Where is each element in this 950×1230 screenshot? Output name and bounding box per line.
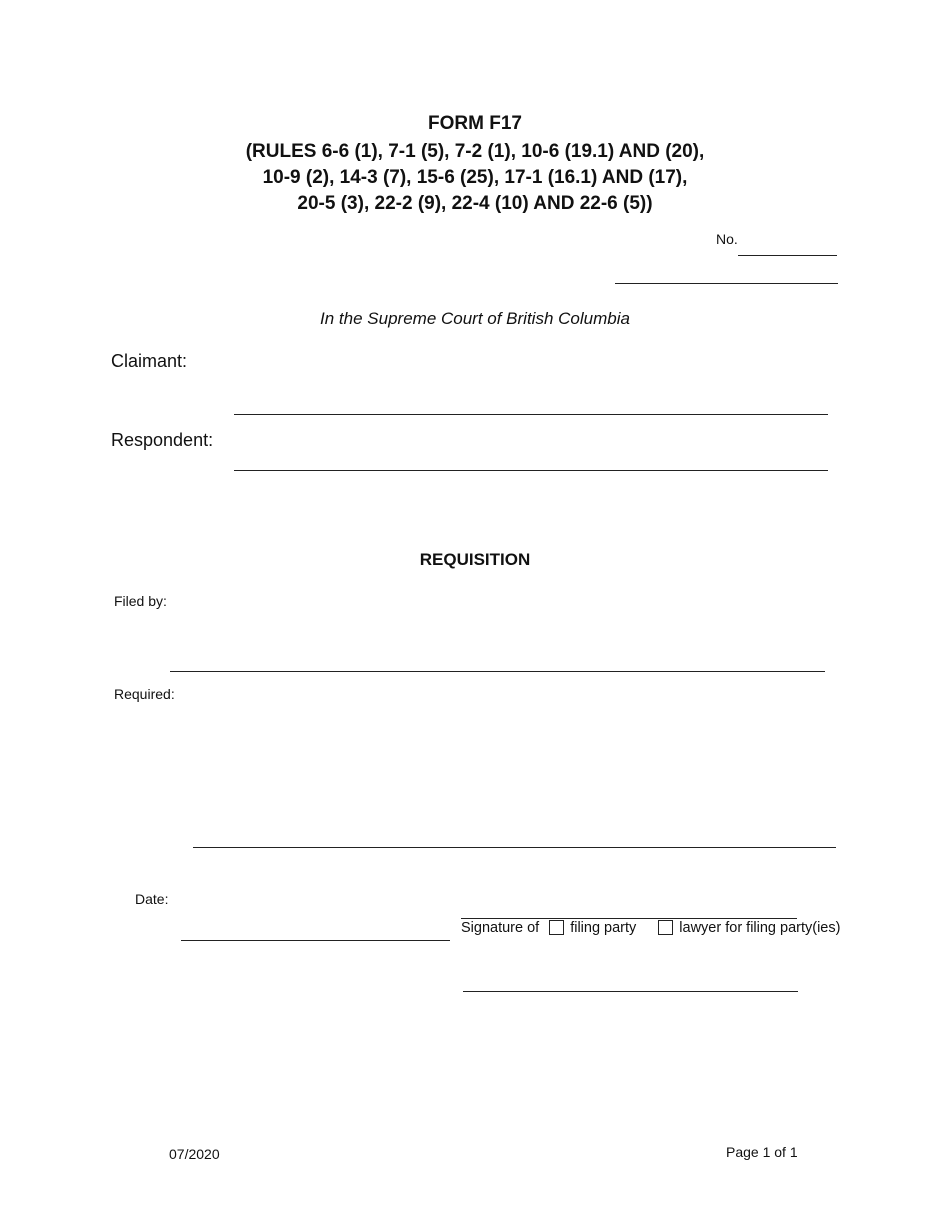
date-label: Date: xyxy=(135,891,169,907)
respondent-field[interactable] xyxy=(234,470,828,471)
document-title: REQUISITION xyxy=(419,550,531,569)
filing-party-option-label: filing party xyxy=(570,920,637,936)
required-label: Required: xyxy=(114,686,175,702)
revision-date: 07/2020 xyxy=(169,1146,220,1162)
lawyer-checkbox[interactable] xyxy=(658,920,673,935)
lawyer-option-label: lawyer for filing party(ies) xyxy=(679,920,841,936)
signatory-name-field[interactable] xyxy=(463,991,798,992)
signature-line[interactable] xyxy=(461,918,797,919)
signature-caption xyxy=(461,920,840,936)
filed-by-label: Filed by: xyxy=(114,593,167,609)
date-field[interactable] xyxy=(181,940,450,941)
claimant-field[interactable] xyxy=(234,414,828,415)
rules-line-2: 10-9 (2), 14-3 (7), 15-6 (25), 17-1 (16.1) AND (17), xyxy=(262,167,688,188)
form-title: FORM F17 xyxy=(428,113,522,134)
respondent-label: Respondent: xyxy=(111,430,214,450)
signature-prefix: Signature of xyxy=(461,920,540,936)
court-name: In the Supreme Court of British Columbia xyxy=(320,309,630,328)
registry-field[interactable] xyxy=(615,283,838,284)
rules-line-3: 20-5 (3), 22-2 (9), 22-4 (10) AND 22-6 (5)) xyxy=(297,193,653,214)
rules-line-1: (RULES 6-6 (1), 7-1 (5), 7-2 (1), 10-6 (19.1) AND (20), xyxy=(245,141,705,162)
file-number-label: No. xyxy=(716,231,738,247)
claimant-label: Claimant: xyxy=(111,351,188,371)
filing-party-checkbox[interactable] xyxy=(549,920,564,935)
file-number-field[interactable] xyxy=(738,255,837,256)
filed-by-field[interactable] xyxy=(170,671,825,672)
page-number: Page 1 of 1 xyxy=(726,1144,798,1160)
required-field[interactable] xyxy=(193,847,836,848)
